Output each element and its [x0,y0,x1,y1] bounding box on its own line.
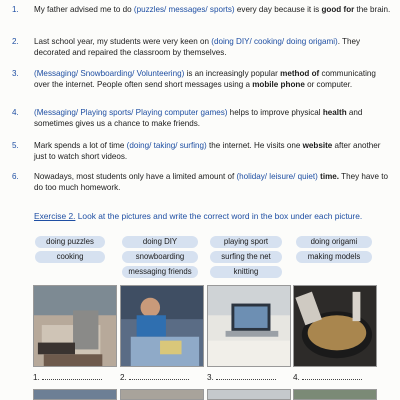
answer-1[interactable]: 1. [33,372,102,382]
photo-diy-workbench [33,285,117,367]
question-text [34,4,392,15]
exercise-title: Exercise 2. [34,211,76,221]
question-segment: My father advised me to do [34,5,134,14]
word-chip: playing sport [210,236,282,248]
question-2 [12,36,392,58]
answer-options: (holiday/ leisure/ quiet) [236,172,318,181]
answer-options: (Messaging/ Playing sports/ Playing computer games) [34,108,228,117]
question-number: 2. [12,37,19,46]
answer-blank[interactable] [216,372,276,380]
question-number: 6. [12,172,19,181]
question-number: 1. [12,5,19,14]
answer-options: (puzzles/ messages/ sports) [133,5,235,14]
word-chip: knitting [210,266,282,278]
exercise-instruction: Look at the pictures and write the correct word in the box under each picture. [75,211,363,221]
question-text [34,107,392,129]
word-chip: surfing the net [210,251,282,263]
question-text [34,36,392,58]
answer-options: (doing/ taking/ surfing) [126,141,207,150]
question-segment: every day because it is [234,5,322,14]
key-phrase: mobile phone [252,80,305,89]
question-segment: Last school year, my students were very keen on [34,37,212,46]
word-chip: doing DIY [122,236,198,248]
answer-options: (doing DIY/ cooking/ doing origami) [211,37,338,46]
photo-laptop-desk [207,285,291,367]
answer-2[interactable]: 2. [120,372,189,382]
photo-next-row [207,389,291,400]
key-phrase: health [322,108,347,117]
question-text [34,171,392,193]
answer-3[interactable]: 3. [207,372,276,382]
photo-next-row [293,389,377,400]
question-segment: Mark spends a lot of time [34,141,127,150]
word-chip: making models [296,251,372,263]
word-chip: messaging friends [122,266,198,278]
question-6 [12,171,392,193]
question-segment: . They decorated and repaired the classroom by themselves. [34,37,361,57]
key-phrase: website [302,141,333,150]
question-segment: the brain. [354,5,391,14]
question-text [34,68,392,90]
question-segment: They have to do too much homework. [34,172,388,192]
answer-4[interactable]: 4. [293,372,362,382]
answer-blank[interactable] [42,372,102,380]
answer-blank[interactable] [302,372,362,380]
question-1 [12,4,392,15]
question-segment: helps to improve physical [227,108,323,117]
question-4 [12,107,392,129]
photo-child-puzzle [120,285,204,367]
exercise-2-heading [34,211,396,222]
word-chip: doing puzzles [35,236,105,248]
question-segment: and sometimes gives us a chance to make friends. [34,108,363,128]
key-phrase: good for [321,5,355,14]
photo-next-row [120,389,204,400]
question-number: 3. [12,69,19,78]
question-number: 4. [12,108,19,117]
question-segment: is an increasingly popular [184,69,281,78]
question-3 [12,68,392,90]
question-segment: or computer. [304,80,353,89]
key-phrase: method of [280,69,320,78]
word-chip: snowboarding [122,251,198,263]
photo-cooking-wok [293,285,377,367]
question-segment: the internet. He visits one [206,141,303,150]
key-phrase: time. [320,172,340,181]
answer-options: (Messaging/ Snowboarding/ Volunteering) [34,69,185,78]
word-chip: cooking [35,251,105,263]
question-number: 5. [12,141,19,150]
question-segment: communicating over the internet. People often send short messages using a [34,69,376,89]
answer-blank[interactable] [129,372,189,380]
question-5 [12,140,392,162]
question-segment: Nowadays, most students only have a limited amount of [34,172,237,181]
photo-next-row [33,389,117,400]
word-chip: doing origami [296,236,372,248]
question-text [34,140,392,162]
question-segment: after another just to watch short videos. [34,141,381,161]
